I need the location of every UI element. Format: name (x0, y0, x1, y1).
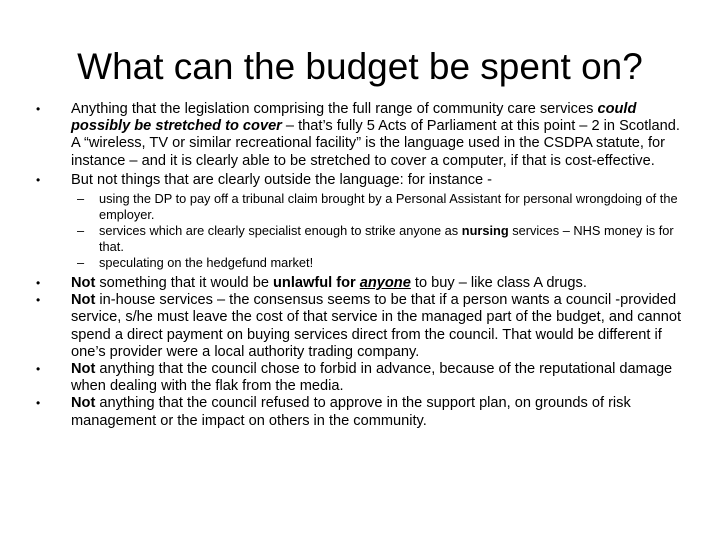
bullet-item-refused (36, 395, 684, 429)
bullet-item-in-house (36, 292, 684, 361)
item-underline: anyone (359, 275, 411, 292)
item-emphasis: could possibly be stretched to cover (71, 101, 637, 135)
sub-item-text: services – NHS money is for that. (99, 223, 674, 255)
bullet-icon: • (36, 172, 41, 187)
dash-icon: – (77, 255, 85, 271)
item-bold: Not (71, 395, 96, 412)
bullet-item-unlawful (36, 275, 684, 292)
bullet-icon: • (36, 362, 41, 377)
sub-item-hedgefund (36, 255, 684, 271)
bullet-icon: • (36, 276, 41, 291)
sub-item-nursing (36, 223, 684, 255)
item-bold: Not (71, 361, 96, 378)
bullet-item-legislation (36, 101, 684, 170)
item-text: anything that the council refused to approve in the support plan, on grounds of risk management or the impact on others in the community. (71, 395, 631, 429)
item-text: to buy – like class A drugs. (410, 275, 587, 292)
bullet-icon: • (36, 293, 41, 308)
slide-body (36, 101, 684, 430)
bullet-item-outside-language (36, 172, 684, 189)
item-bold: Not (71, 275, 96, 292)
sub-item-text: speculating on the hedgefund market! (99, 255, 314, 271)
dash-icon: – (77, 223, 85, 239)
item-text: But not things that are clearly outside the language: for instance - (71, 171, 493, 188)
item-text: – that’s fully 5 Acts of Parliament at this point – 2 in Scotland. A “wireless, TV or similar recreational facility” is the language used in the CSDPA statute, for instance – and it is clearly able to be stretched to cover a computer, if that is cost-effective. (71, 118, 680, 169)
item-text: Anything that the legislation comprising the full range of community care services (71, 101, 598, 117)
sub-item-tribunal (36, 191, 684, 223)
item-text: in-house services – the consensus seems to be that if a person wants a council -provided service, s/he must leave the cost of that service in the managed part of the budget, and cannot spend a direct payment on buying services direct from the council. That would be different if one’s provider were a local authority trading company. (71, 292, 682, 360)
bullet-item-forbid (36, 361, 684, 395)
item-bold: Not (71, 292, 96, 309)
sub-item-text: using the DP to pay off a tribunal claim brought by a Personal Assistant for personal wrongdoing of the employer. (99, 191, 678, 223)
sub-item-text: services which are clearly specialist enough to strike anyone as (99, 223, 462, 239)
item-bold: unlawful for (273, 275, 360, 292)
item-text: something that it would be (95, 275, 273, 292)
dash-icon: – (77, 191, 85, 207)
bullet-icon: • (36, 396, 41, 411)
bullet-icon: • (36, 102, 41, 116)
item-text: anything that the council chose to forbid in advance, because of the reputational damage when dealing with the flak from the media. (71, 361, 673, 395)
slide-title: What can the budget be spent on? (77, 46, 643, 87)
sub-item-bold: nursing (461, 223, 509, 239)
